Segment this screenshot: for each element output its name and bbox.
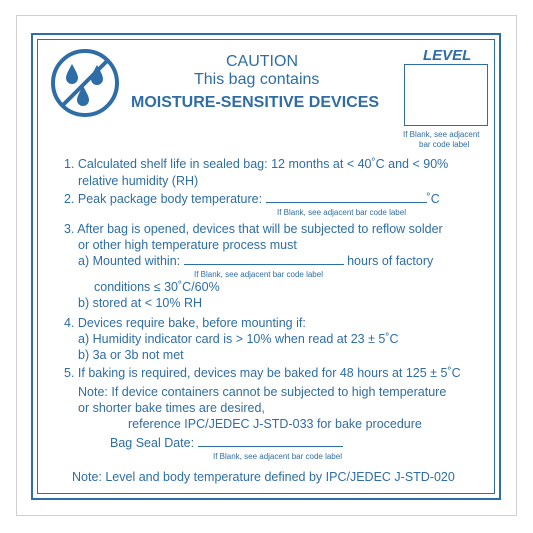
note-line-2: or shorter bake times are desired, xyxy=(78,401,265,415)
item-3-line-2: or other high temperature process must xyxy=(78,238,297,252)
bag-seal-blank-note: If Blank, see adjacent bar code label xyxy=(213,452,342,461)
bag-contains-text: This bag contains xyxy=(194,71,320,88)
item-4a: a) Humidity indicator card is > 10% when read at 23 ± 5˚C xyxy=(78,332,399,346)
item-4b: b) 3a or 3b not met xyxy=(78,348,184,362)
page-title: MOISTURE-SENSITIVE DEVICES xyxy=(131,94,380,111)
bag-seal-date-blank xyxy=(198,446,343,447)
item-4-line-1: 4. Devices require bake, before mounting if: xyxy=(64,316,306,330)
bag-seal-label: Bag Seal Date: xyxy=(110,436,195,450)
level-blank-note-2: bar code label xyxy=(419,140,470,149)
note-line-3: reference IPC/JEDEC J-STD-033 for bake procedure xyxy=(128,417,422,431)
item-3a-blank-note: If Blank, see adjacent bar code label xyxy=(194,270,323,279)
peak-temperature-blank xyxy=(266,202,427,203)
item-2-unit: ˚C xyxy=(426,192,440,206)
item-1-line-2: relative humidity (RH) xyxy=(78,174,199,188)
caution-heading: CAUTION xyxy=(226,53,298,70)
item-3a-conditions: conditions ≤ 30˚C/60% xyxy=(94,280,220,294)
item-5: 5. If baking is required, devices may be baked for 48 hours at 125 ± 5˚C xyxy=(64,366,461,380)
no-water-drops-icon xyxy=(50,48,120,118)
level-box xyxy=(404,64,488,126)
level-label: LEVEL xyxy=(423,47,472,64)
item-2-label: 2. Peak package body temperature: xyxy=(64,192,263,206)
bag-seal-line xyxy=(110,436,343,450)
item-1-line-1: 1. Calculated shelf life in sealed bag: 12 months at < 40˚C and < 90% xyxy=(64,157,449,171)
note-line-1: Note: If device containers cannot be subjected to high temperature xyxy=(78,385,447,399)
item-2-line xyxy=(64,192,440,206)
item-2-blank-note: If Blank, see adjacent bar code label xyxy=(277,208,406,217)
item-3a-label: a) Mounted within: xyxy=(78,254,181,268)
item-3a-suffix: hours of factory xyxy=(347,254,434,268)
footer-note: Note: Level and body temperature defined by IPC/JEDEC J-STD-020 xyxy=(72,470,455,484)
mounted-within-blank xyxy=(184,264,344,265)
item-3a-line xyxy=(78,254,433,268)
level-blank-note-1: If Blank, see adjacent xyxy=(403,130,480,139)
item-3-line-1: 3. After bag is opened, devices that will be subjected to reflow solder xyxy=(64,222,443,236)
item-3b: b) stored at < 10% RH xyxy=(78,296,203,310)
